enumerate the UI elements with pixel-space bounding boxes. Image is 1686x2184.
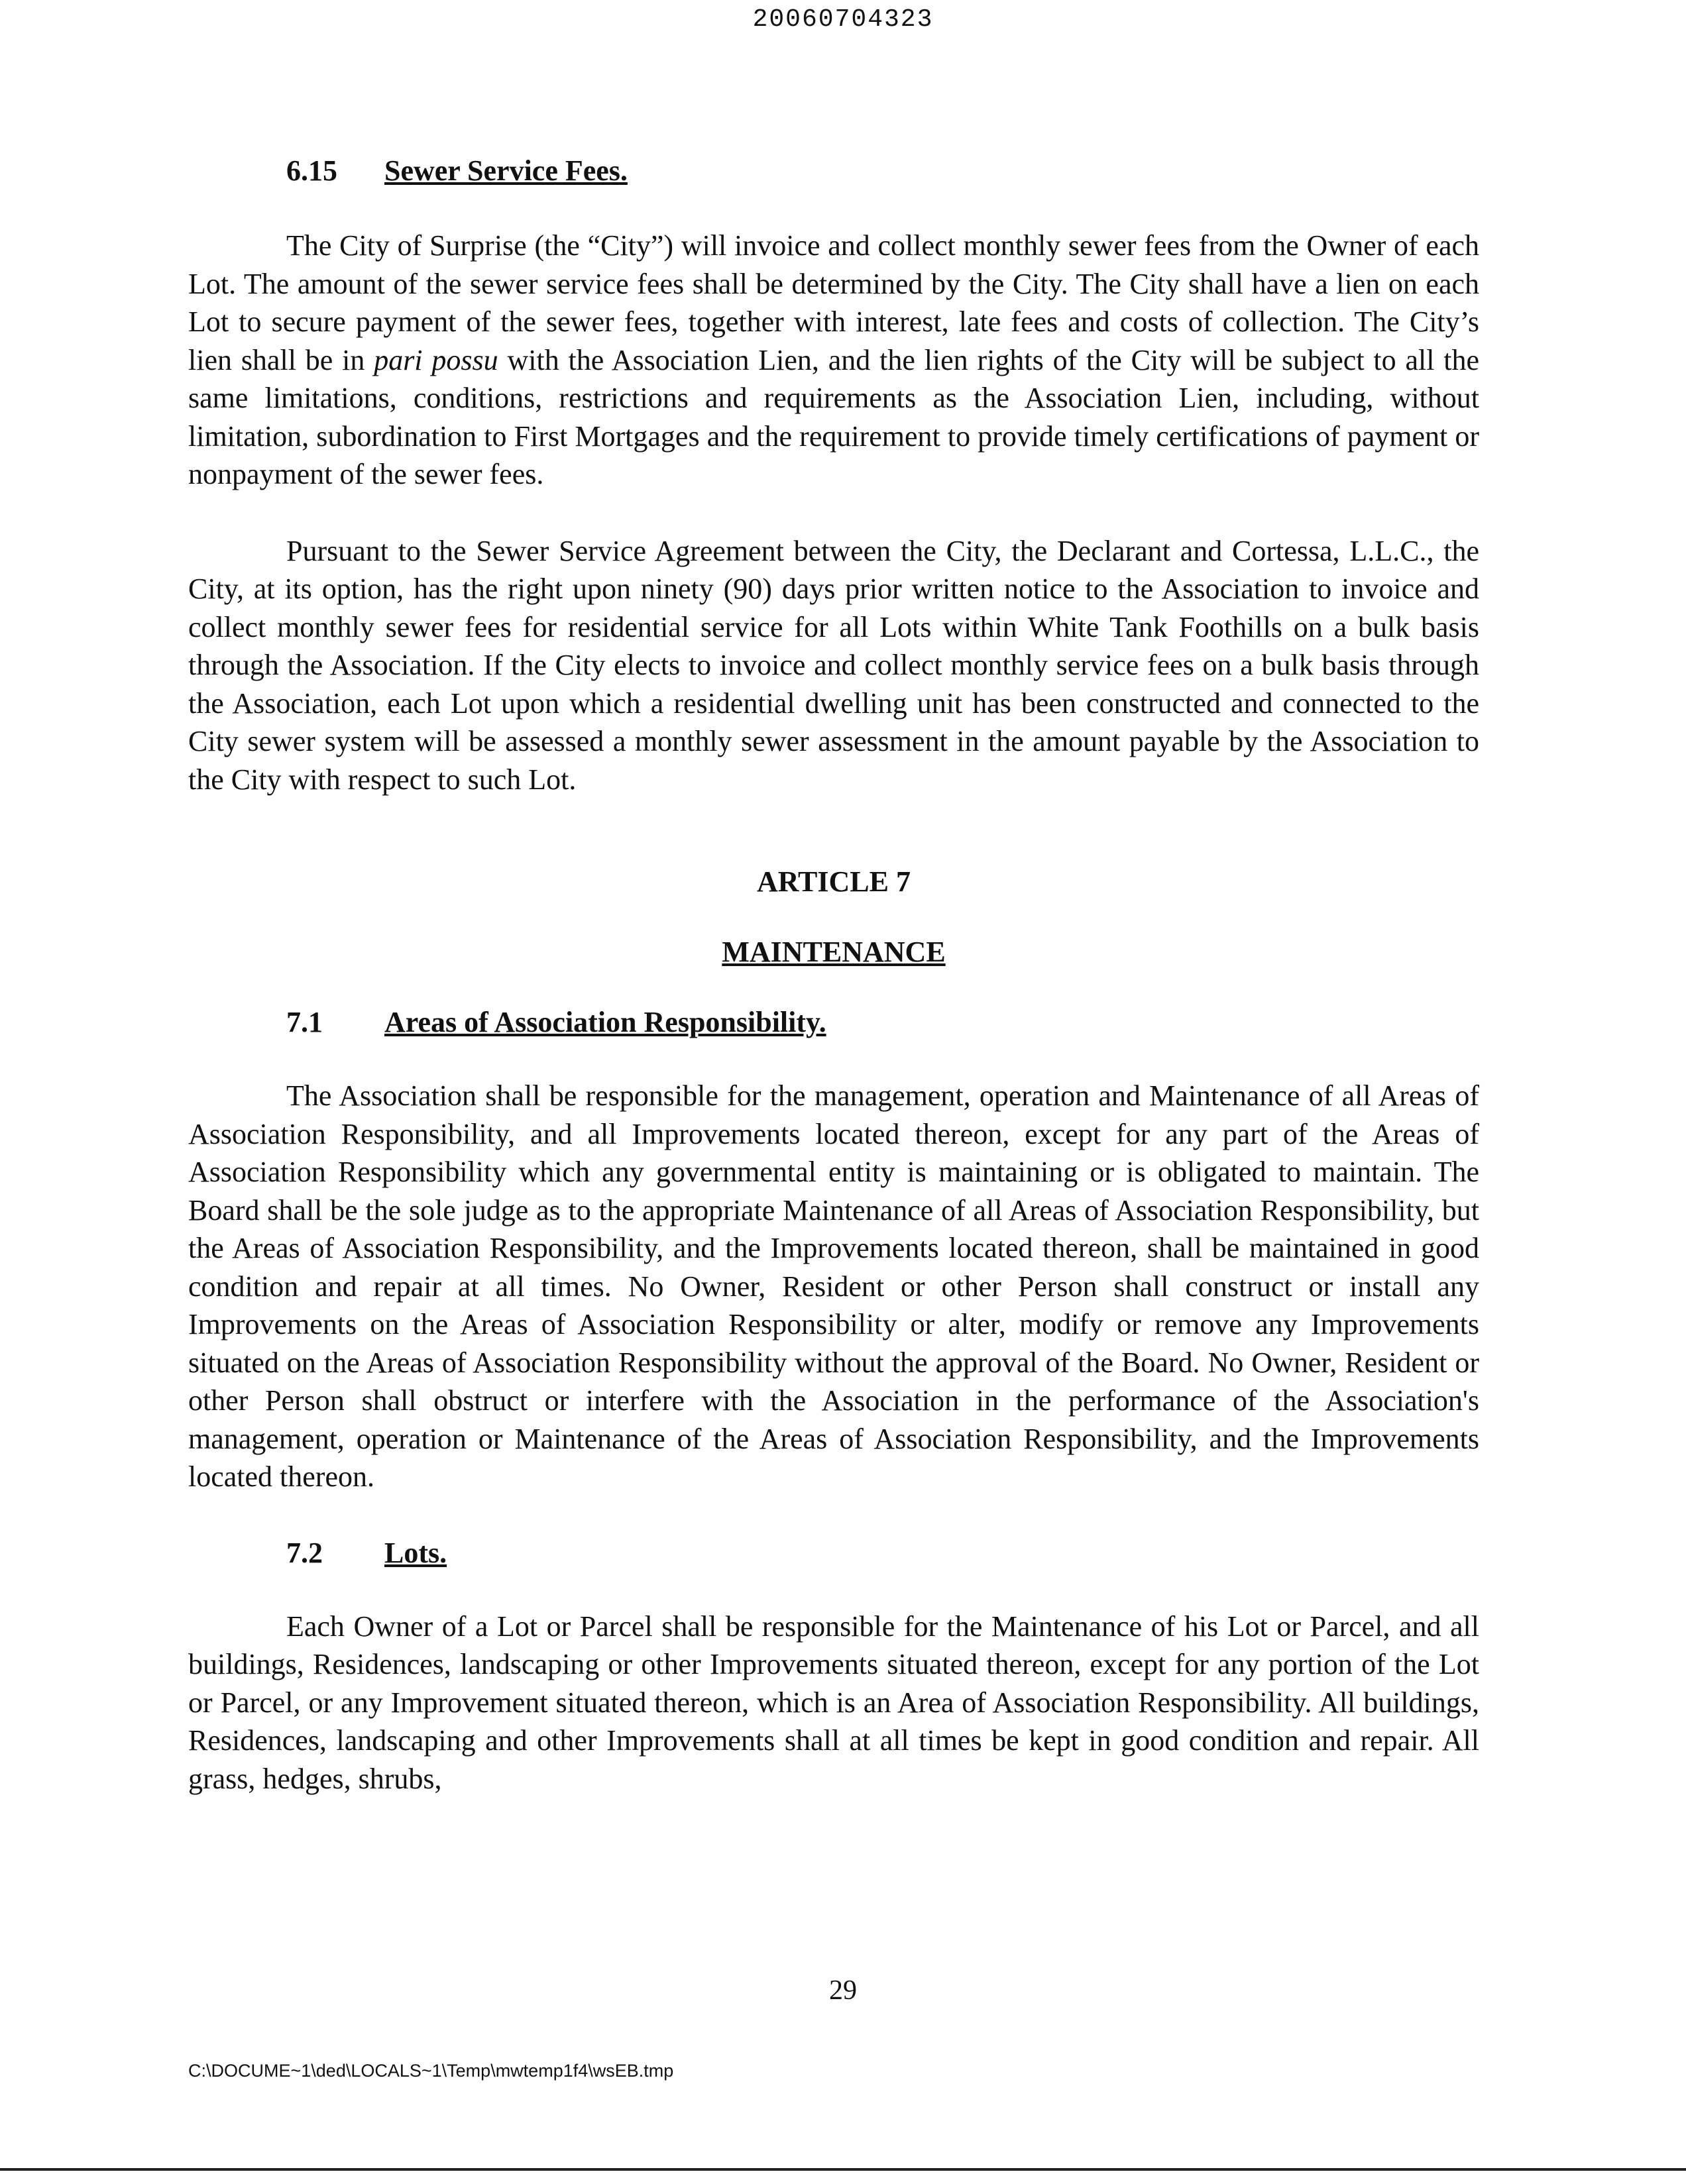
section-7-1-paragraph: The Association shall be responsible for the management, operation and Maintenance of all Areas of Association Responsibility, and all Improvements located thereon, except for any part of the Areas of Association Responsibility which any governmental entity is maintaining or is obligated to maintain. The Board shall be the sole judge as to the appropriate Maintenance of all Areas of Association Responsibility, but the Areas of Association Responsibility, and the Improvements located thereon, shall be maintained in good condition and repair at all times. No Owner, Resident or other Person shall construct or install any Improvements on the Areas of Association Responsibility or alter, modify or remove any Improvements situated on the Areas of Association Responsibility without the approval of the Board. No Owner, Resident or other Person shall obstruct or interfere with the Association in the performance of the Association's management, operation or Maintenance of the Areas of Association Responsibility, and the Improvements located thereon. xyxy=(188,1079,1479,1493)
article-label: ARTICLE 7 xyxy=(757,865,911,898)
section-title: Sewer Service Fees. xyxy=(384,154,628,187)
document-number: 20060704323 xyxy=(752,5,934,34)
section-number: 6.15 xyxy=(286,154,337,187)
section-number: 7.2 xyxy=(286,1536,323,1569)
article-title: MAINTENANCE xyxy=(722,936,946,968)
section-6-15-heading xyxy=(188,151,1479,191)
section-title: Areas of Association Responsibility. xyxy=(384,1006,826,1038)
page-content xyxy=(188,151,1479,1798)
section-6-15-paragraph-2: Pursuant to the Sewer Service Agreement between the City, the Declarant and Cortessa, L.L.C., the City, at its option, has the right upon ninety (90) days prior written notice to the Association to invoice and collect monthly sewer fees for residential service for all Lots within White Tank Foothills on a bulk basis through the Association. If the City elects to invoice and collect monthly service fees on a bulk basis through the Association, each Lot upon which a residential dwelling unit has been constructed and connected to the City sewer system will be assessed a monthly sewer assessment in the amount payable by the Association to the City with respect to such Lot. xyxy=(188,534,1479,796)
bottom-rule xyxy=(0,2168,1686,2171)
section-7-2-heading xyxy=(188,1533,1479,1573)
section-number: 7.1 xyxy=(286,1006,323,1038)
latin-phrase: pari possu xyxy=(374,343,498,376)
section-title: Lots. xyxy=(384,1536,447,1569)
paragraph-text: The City of Surprise (the “City”) will invoice and collect monthly sewer fees from the Owner of each Lot. The amount of the sewer service fees shall be determined by the City. The City shall have a lien on each Lot to secure payment of the sewer fees, together with interest, late fees and costs of collection. The City’s lien shall be in xyxy=(188,229,1479,376)
section-7-2-paragraph: Each Owner of a Lot or Parcel shall be responsible for the Maintenance of his Lot or Parcel, and all buildings, Residences, landscaping or other Improvements situated thereon, except for any portion of the Lot or Parcel, or any Improvement situated thereon, which is an Area of Association Responsibility. All buildings, Residences, landscaping and other Improvements shall at all times be kept in good condition and repair. All grass, hedges, shrubs, xyxy=(188,1610,1479,1795)
page-number: 29 xyxy=(829,1975,857,2006)
section-6-15-paragraph-1 xyxy=(188,227,1479,494)
section-7-1-heading xyxy=(188,1003,1479,1042)
file-path-footer: C:\DOCUME~1\ded\LOCALS~1\Temp\mwtemp1f4\wsEB.tmp xyxy=(188,2061,674,2081)
paragraph-text: with the Association Lien, and the lien rights of the City will be subject to all the same limitations, conditions, restrictions and requirements as the Association Lien, including, without limitation, subordination to First Mortgages and the requirement to provide timely certifications of payment or nonpayment of the sewer fees. xyxy=(188,343,1480,490)
